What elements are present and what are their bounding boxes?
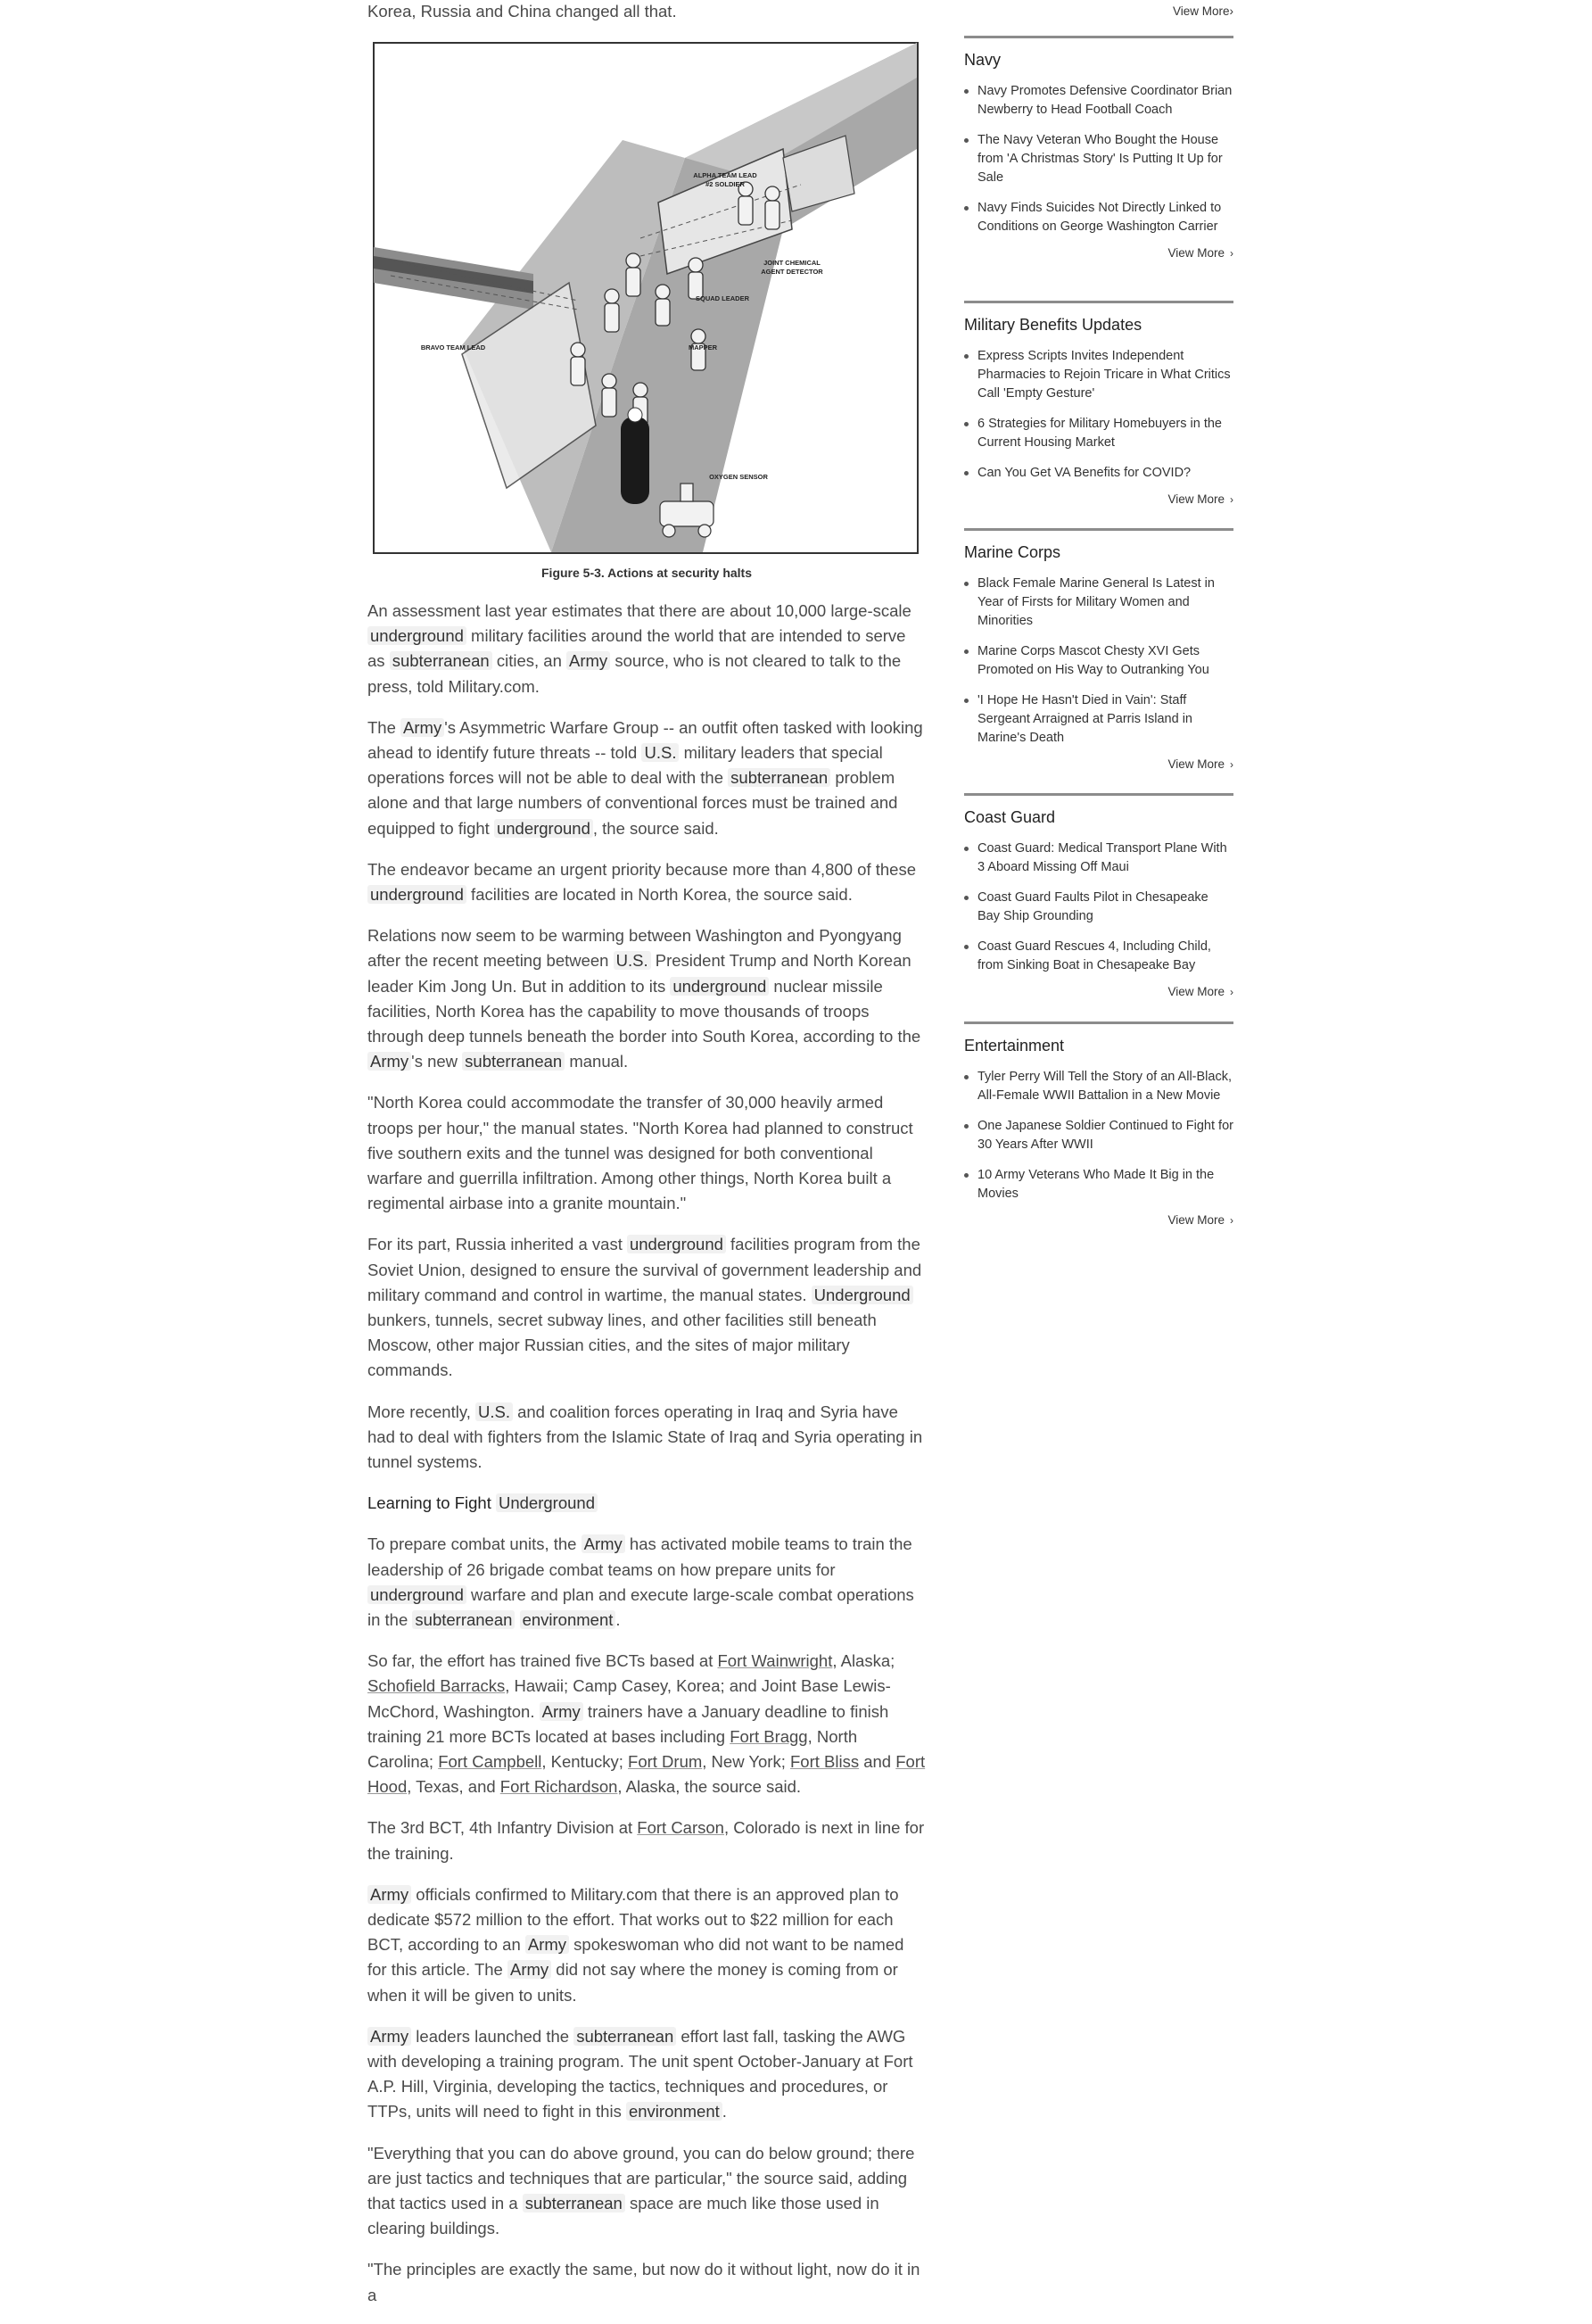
view-more-link[interactable]: View More› xyxy=(1172,4,1233,18)
paragraph: Army officials confirmed to Military.com that there is an approved plan to dedicate $572 million to the effort. That works out to $22 million for each BCT, according to an Army spokeswoman who did not want to be named for this article. The Army did not say where the money is coming from or when it will be given to units. xyxy=(367,1884,904,2005)
paragraph: More recently, U.S. and coalition forces operating in Iraq and Syria have had to deal with fighters from the Islamic State of Iraq and Syria operating in tunnel systems. xyxy=(367,1402,923,1472)
keyword-us[interactable]: U.S. xyxy=(614,951,651,970)
keyword-subterranean[interactable]: subterranean xyxy=(462,1052,565,1071)
keyword-underground[interactable]: underground xyxy=(494,819,593,838)
sidebar-section-title: Military Benefits Updates xyxy=(964,316,1142,334)
keyword-underground[interactable]: Underground xyxy=(496,1493,598,1512)
keyword-underground[interactable]: underground xyxy=(627,1235,726,1253)
keyword-subterranean[interactable]: subterranean xyxy=(573,2027,676,2046)
sidebar-article-link[interactable]: Navy Finds Suicides Not Directly Linked to Conditions on George Washington Carrier xyxy=(964,199,1233,236)
sidebar-section-military-benefits xyxy=(964,301,1233,506)
sidebar-article-link[interactable]: 'I Hope He Hasn't Died in Vain': Staff Sergeant Arraigned at Parris Island in Marine's Death xyxy=(964,691,1233,748)
sidebar-article-link[interactable]: 6 Strategies for Military Homebuyers in the Current Housing Market xyxy=(964,415,1233,452)
link-fort-richardson[interactable]: Fort Richardson xyxy=(499,1777,618,1797)
link-fort-carson[interactable]: Fort Carson xyxy=(637,1818,724,1838)
chevron-right-icon: › xyxy=(1230,493,1233,506)
sidebar-article-link[interactable]: Express Scripts Invites Independent Pharmacies to Rejoin Tricare in What Critics Call 'Empty Gesture' xyxy=(964,347,1233,403)
sidebar-article-link[interactable]: Black Female Marine General Is Latest in Year of Firsts for Military Women and Minorities xyxy=(964,575,1233,631)
figure-caption: Figure 5-3. Actions at security halts xyxy=(541,566,752,580)
view-more-link[interactable]: View More › xyxy=(1167,492,1233,506)
sidebar-section-navy xyxy=(964,36,1233,260)
keyword-us[interactable]: U.S. xyxy=(641,743,679,762)
keyword-subterranean[interactable]: subterranean xyxy=(412,1610,515,1629)
view-more-link[interactable]: View More › xyxy=(1167,246,1233,260)
article-top-line: Korea, Russia and China changed all that. xyxy=(367,2,677,21)
paragraph: "The principles are exactly the same, but now do it without light, now do it in a xyxy=(367,2260,920,2304)
chevron-right-icon: › xyxy=(1230,986,1233,998)
keyword-army[interactable]: Army xyxy=(400,718,444,737)
keyword-us[interactable]: U.S. xyxy=(475,1402,513,1421)
chevron-right-icon: › xyxy=(1230,1214,1233,1227)
paragraph: Relations now seem to be warming between Washington and Pyongyang after the recent meeting between U.S. President Trump and North Korean leader Kim Jong Un. But in addition to its underground nuclear missile facilities, North Korea has the capability to move thousands of troops through deep tunnels beneath the border into South Korea, according to the Army 's new subterranean manual. xyxy=(367,926,921,1071)
figure-label-mapper: MAPPER xyxy=(688,343,718,351)
figure-label-squad: SQUAD LEADER xyxy=(695,294,750,302)
sidebar-article-link[interactable]: Tyler Perry Will Tell the Story of an All-Black, All-Female WWII Battalion in a New Movie xyxy=(964,1068,1233,1105)
sidebar-article-link[interactable]: The Navy Veteran Who Bought the House from 'A Christmas Story' Is Putting It Up for Sale xyxy=(964,131,1233,187)
sidebar-section-entertainment xyxy=(964,1021,1233,1227)
sidebar-article-link[interactable]: 10 Army Veterans Who Made It Big in the Movies xyxy=(964,1166,1233,1203)
paragraph: An assessment last year estimates that there are about 10,000 large-scale underground military facilities around the world that are intended to serve as subterranean cities, an Army source, who is not cleared to talk to the press, told Military.com. xyxy=(367,601,911,696)
sidebar-section-coast-guard xyxy=(964,793,1233,998)
sidebar-article-link[interactable]: Can You Get VA Benefits for COVID? xyxy=(964,464,1233,483)
keyword-subterranean[interactable]: subterranean xyxy=(390,651,492,670)
figure-illustration xyxy=(373,42,919,554)
paragraph: "North Korea could accommodate the transfer of 30,000 heavily armed troops per hour," the manual states. "North Korea had planned to construct five southern exits and the tunnel was designed for both conventional warfare and guerrilla infiltration. Among other things, North Korea built a regimental airbase into a granite mountain." xyxy=(367,1093,913,1213)
sidebar-section-title: Navy xyxy=(964,51,1002,69)
figure-label-bravo: BRAVO TEAM LEAD xyxy=(420,343,486,351)
keyword-underground[interactable]: underground xyxy=(367,1585,466,1604)
paragraph: So far, the effort has trained five BCTs based at Fort Wainwright, Alaska; Schofield Barracks, Hawaii; Camp Casey, Korea; and Joint Base Lewis-McChord, Washington. Army trainers have a January deadline to finish training 21 more BCTs located at bases including Fort Bragg, North Carolina; Fort Campbell, Kentucky; Fort Drum, New York; Fort Bliss and Fort Hood, Texas, and Fort Richardson, Alaska, the source said. xyxy=(367,1651,926,1797)
keyword-army[interactable]: Army xyxy=(540,1702,583,1721)
paragraph: Army leaders launched the subterranean effort last fall, tasking the AWG with developing a training program. The unit spent October-January at Fort A.P. Hill, Virginia, developing the tactics, techniques and procedures, or TTPs, units will need to fight in this environment . xyxy=(367,2026,913,2121)
link-fort-campbell[interactable]: Fort Campbell xyxy=(438,1751,542,1771)
paragraph: "Everything that you can do above ground, you can do below ground; there are just tactics and techniques that are particular," the source said, adding that tactics used in a subterranean space are much like those used in clearing buildings. xyxy=(367,2143,915,2238)
keyword-underground[interactable]: underground xyxy=(367,626,466,645)
sidebar-article-link[interactable]: Navy Promotes Defensive Coordinator Brian Newberry to Head Football Coach xyxy=(964,82,1233,120)
chevron-right-icon: › xyxy=(1229,4,1233,18)
sidebar-section-title: Coast Guard xyxy=(964,808,1056,826)
figure-label-joint: JOINT CHEMICAL xyxy=(763,259,821,267)
view-more-link[interactable]: View More › xyxy=(1167,985,1233,998)
sidebar-section-marine-corps xyxy=(964,528,1233,771)
link-schofield-barracks[interactable]: Schofield Barracks xyxy=(367,1676,506,1696)
keyword-underground[interactable]: Underground xyxy=(812,1286,913,1304)
paragraph: For its part, Russia inherited a vast underground facilities program from the Soviet Union, designed to ensure the survival of government leadership and military command and control in wartime, the manual states. Underground bunkers, tunnels, secret subway lines, and other facilities still beneath Moscow, other major Russian cities, and the sites of major military commands. xyxy=(367,1235,922,1380)
keyword-subterranean[interactable]: subterranean xyxy=(523,2194,625,2212)
section-heading: Learning to Fight Underground xyxy=(367,1491,926,1516)
link-fort-hood[interactable]: Fort Hood xyxy=(367,1751,926,1797)
paragraph: The endeavor became an urgent priority because more than 4,800 of these underground facilities are located in North Korea, the source said. xyxy=(367,859,916,905)
keyword-environment[interactable]: environment xyxy=(626,2102,722,2121)
article-body xyxy=(367,599,926,2324)
figure-label-alpha-2: #2 SOLDIER xyxy=(705,180,745,188)
link-fort-wainwright[interactable]: Fort Wainwright xyxy=(717,1651,833,1671)
sidebar-article-link[interactable]: Coast Guard: Medical Transport Plane With 3 Aboard Missing Off Maui xyxy=(964,839,1233,877)
keyword-subterranean[interactable]: subterranean xyxy=(728,768,830,787)
view-more-link[interactable]: View More › xyxy=(1167,757,1233,771)
keyword-underground[interactable]: underground xyxy=(367,885,466,904)
paragraph: The 3rd BCT, 4th Infantry Division at Fort Carson, Colorado is next in line for the training. xyxy=(367,1818,925,1863)
link-fort-drum[interactable]: Fort Drum xyxy=(628,1751,703,1771)
paragraph: The Army 's Asymmetric Warfare Group -- an outfit often tasked with looking ahead to identify future threats -- told U.S. military leaders that special operations forces will not be able to deal with the subterranean problem alone and that large numbers of conventional forces must be trained and equipped to fight underground , the source said. xyxy=(367,717,923,838)
link-fort-bragg[interactable]: Fort Bragg xyxy=(730,1726,808,1746)
sidebar-article-link[interactable]: One Japanese Soldier Continued to Fight for 30 Years After WWII xyxy=(964,1117,1233,1154)
chevron-right-icon: › xyxy=(1230,758,1233,771)
figure-label-joint-2: AGENT DETECTOR xyxy=(761,268,823,276)
keyword-underground[interactable]: underground xyxy=(670,977,769,996)
keyword-army[interactable]: Army xyxy=(566,651,610,670)
sidebar-section-title: Marine Corps xyxy=(964,543,1061,561)
keyword-army[interactable]: Army xyxy=(367,2027,411,2046)
keyword-army[interactable]: Army xyxy=(367,1052,411,1071)
figure-label-oxygen: OXYGEN SENSOR xyxy=(709,473,768,481)
chevron-right-icon: › xyxy=(1230,247,1233,260)
paragraph: To prepare combat units, the Army has activated mobile teams to train the leadership of 26 brigade combat teams on how prepare units for underground warfare and plan and execute large-scale combat operations in the subterranean environment . xyxy=(367,1534,914,1629)
sidebar-article-link[interactable]: Marine Corps Mascot Chesty XVI Gets Promoted on His Way to Outranking You xyxy=(964,642,1233,680)
view-more-link[interactable]: View More › xyxy=(1167,1213,1233,1227)
keyword-army[interactable]: Army xyxy=(507,1960,551,1979)
sidebar-section-title: Entertainment xyxy=(964,1037,1065,1054)
keyword-army[interactable]: Army xyxy=(582,1534,625,1553)
keyword-environment[interactable]: environment xyxy=(520,1610,616,1629)
keyword-army[interactable]: Army xyxy=(525,1935,569,1954)
keyword-army[interactable]: Army xyxy=(367,1885,411,1904)
link-fort-bliss[interactable]: Fort Bliss xyxy=(790,1751,860,1771)
sidebar-article-link[interactable]: Coast Guard Faults Pilot in Chesapeake Bay Ship Grounding xyxy=(964,889,1233,926)
sidebar-article-link[interactable]: Coast Guard Rescues 4, Including Child, from Sinking Boat in Chesapeake Bay xyxy=(964,938,1233,975)
figure-label-alpha: ALPHA TEAM LEAD xyxy=(693,171,757,179)
